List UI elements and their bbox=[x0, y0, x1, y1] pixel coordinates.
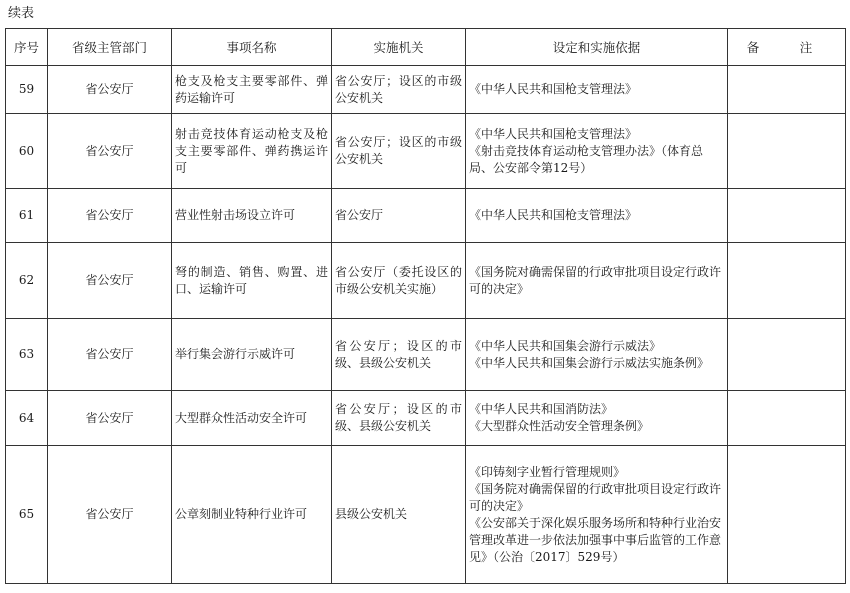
cell-agency: 县级公安机关 bbox=[332, 446, 466, 584]
cell-dept: 省公安厅 bbox=[48, 243, 172, 319]
basis-line: 《大型群众性活动安全管理条例》 bbox=[469, 419, 650, 433]
header-item: 事项名称 bbox=[172, 29, 332, 66]
cell-no: 61 bbox=[6, 189, 48, 243]
cell-basis bbox=[466, 319, 728, 391]
cell-dept: 省公安厅 bbox=[48, 66, 172, 114]
cell-dept: 省公安厅 bbox=[48, 391, 172, 446]
cell-note bbox=[728, 66, 846, 114]
permit-table bbox=[5, 28, 846, 584]
basis-line: 《国务院对确需保留的行政审批项目设定行政许可的决定》 bbox=[469, 264, 722, 296]
cell-agency: 省公安厅；设区的市级、县级公安机关 bbox=[332, 319, 466, 391]
cell-no: 65 bbox=[6, 446, 48, 584]
cell-agency: 省公安厅；设区的市级公安机关 bbox=[332, 114, 466, 189]
header-basis: 设定和实施依据 bbox=[466, 29, 728, 66]
cell-note bbox=[728, 391, 846, 446]
header-no: 序号 bbox=[6, 29, 48, 66]
basis-line: 《射击竞技体育运动枪支管理办法》（体育总局、公安部令第12号） bbox=[469, 143, 704, 175]
basis-line: 《中华人民共和国枪支管理法》 bbox=[469, 126, 638, 141]
cell-note bbox=[728, 114, 846, 189]
header-agency: 实施机关 bbox=[332, 29, 466, 66]
basis-line: 《国务院对确需保留的行政审批项目设定行政许可的决定》 bbox=[469, 481, 722, 513]
cell-basis bbox=[466, 114, 728, 189]
cell-note bbox=[728, 243, 846, 319]
table-row bbox=[6, 66, 846, 114]
table-row bbox=[6, 319, 846, 391]
table-row bbox=[6, 114, 846, 189]
cell-item: 举行集会游行示威许可 bbox=[172, 319, 332, 391]
basis-line: 《公安部关于深化娱乐服务场所和特种行业治安管理改革进一步依法加强事中事后监管的工作意见》（公治〔2017〕529号） bbox=[469, 515, 722, 564]
basis-line: 《中华人民共和国集会游行示威法实施条例》 bbox=[469, 355, 710, 370]
cell-no: 63 bbox=[6, 319, 48, 391]
cell-agency: 省公安厅 bbox=[332, 189, 466, 243]
cell-dept: 省公安厅 bbox=[48, 189, 172, 243]
header-notes: 备 注 bbox=[728, 29, 846, 66]
cell-item: 射击竞技体育运动枪支及枪支主要零部件、弹药携运许可 bbox=[172, 114, 332, 189]
header-dept: 省级主管部门 bbox=[48, 29, 172, 66]
basis-line: 《中华人民共和国枪支管理法》 bbox=[469, 208, 638, 222]
cell-dept: 省公安厅 bbox=[48, 114, 172, 189]
basis-line: 《中华人民共和国枪支管理法》 bbox=[469, 82, 638, 96]
cell-basis bbox=[466, 243, 728, 319]
cell-note bbox=[728, 319, 846, 391]
cell-basis bbox=[466, 391, 728, 446]
cell-agency: 省公安厅；设区的市级、县级公安机关 bbox=[332, 391, 466, 446]
table-row bbox=[6, 446, 846, 584]
table-caption: 续表 bbox=[8, 6, 35, 21]
basis-line: 《印铸刻字业暂行管理规则》 bbox=[469, 464, 626, 479]
cell-no: 59 bbox=[6, 66, 48, 114]
cell-basis bbox=[466, 446, 728, 584]
table-row bbox=[6, 189, 846, 243]
cell-dept: 省公安厅 bbox=[48, 446, 172, 584]
cell-agency: 省公安厅；设区的市级公安机关 bbox=[332, 66, 466, 114]
basis-line: 《中华人民共和国消防法》 bbox=[469, 402, 614, 416]
cell-item: 枪支及枪支主要零部件、弹药运输许可 bbox=[172, 66, 332, 114]
cell-item: 营业性射击场设立许可 bbox=[172, 189, 332, 243]
basis-line: 《中华人民共和国集会游行示威法》 bbox=[469, 338, 662, 353]
cell-no: 64 bbox=[6, 391, 48, 446]
cell-dept: 省公安厅 bbox=[48, 319, 172, 391]
table-row bbox=[6, 243, 846, 319]
cell-item: 公章刻制业特种行业许可 bbox=[172, 446, 332, 584]
table-header-row bbox=[6, 29, 846, 66]
cell-note bbox=[728, 189, 846, 243]
cell-no: 62 bbox=[6, 243, 48, 319]
cell-item: 弩的制造、销售、购置、进口、运输许可 bbox=[172, 243, 332, 319]
cell-basis bbox=[466, 66, 728, 114]
cell-note bbox=[728, 446, 846, 584]
cell-item: 大型群众性活动安全许可 bbox=[172, 391, 332, 446]
table-row bbox=[6, 391, 846, 446]
cell-no: 60 bbox=[6, 114, 48, 189]
cell-agency: 省公安厅（委托设区的市级公安机关实施） bbox=[332, 243, 466, 319]
cell-basis bbox=[466, 189, 728, 243]
